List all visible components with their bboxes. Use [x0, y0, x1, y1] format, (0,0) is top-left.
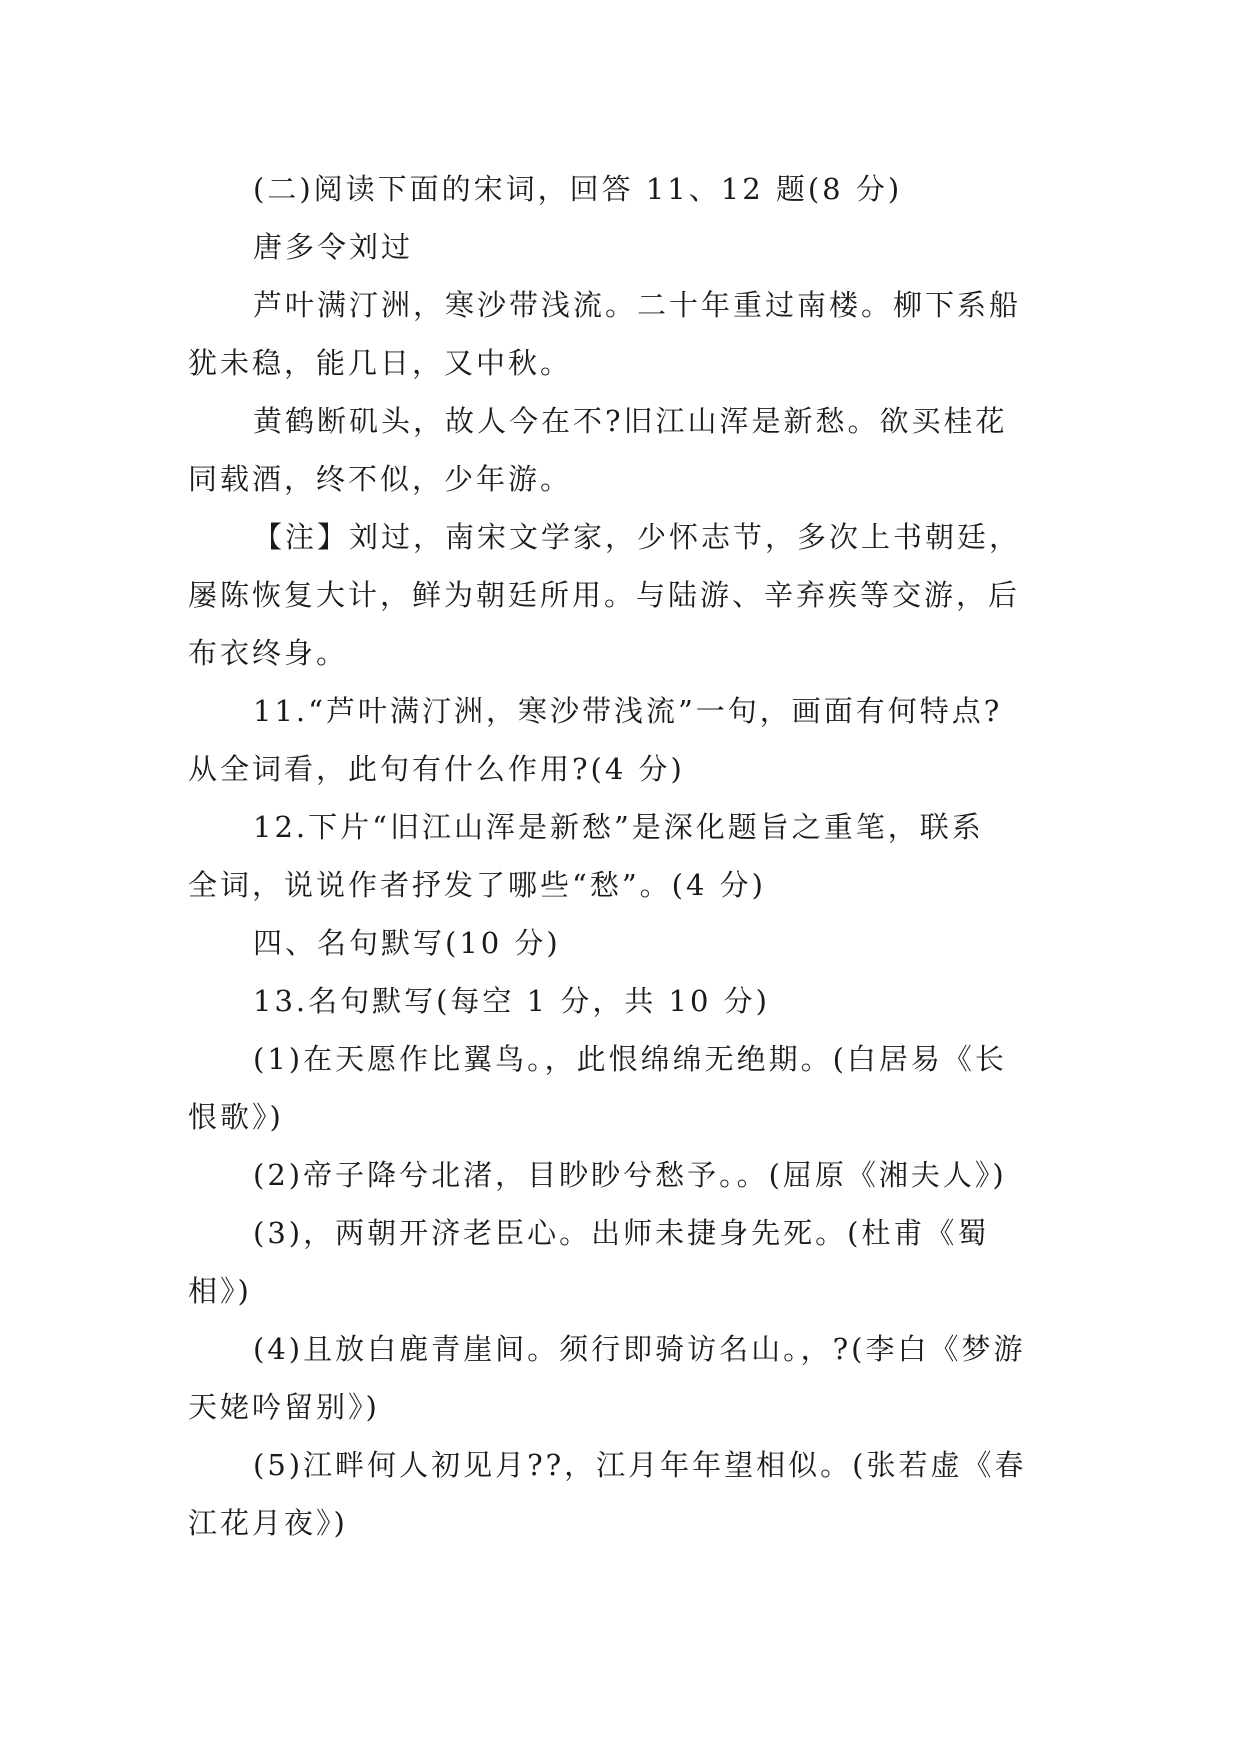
fill-in-item-5: (5)江畔何人初见月??，江月年年望相似。(张若虚《春 [253, 1448, 1027, 1482]
annotation-line: 屡陈恢复大计，鲜为朝廷所用。与陆游、辛弃疾等交游，后 [188, 578, 1021, 612]
fill-in-item-1: (1)在天愿作比翼鸟。，此恨绵绵无绝期。(白居易《长 [253, 1042, 1007, 1076]
fill-in-item-2: (2)帝子降兮北渚，目眇眇兮愁予。。(屈原《湘夫人》) [253, 1158, 1007, 1192]
section-heading-4: 四、名句默写(10 分) [253, 926, 561, 960]
fill-in-item-5-continued: 江花月夜》) [188, 1506, 348, 1540]
fill-in-item-3: (3)，两朝开济老臣心。出师未捷身先死。(杜甫《蜀 [253, 1216, 990, 1250]
document-body [188, 160, 1063, 1552]
question-11-continued: 从全词看，此句有什么作用?(4 分) [188, 752, 685, 786]
fill-in-item-1-continued: 恨歌》) [188, 1100, 284, 1134]
section-heading: (二)阅读下面的宋词，回答 11、12 题(8 分) [253, 172, 903, 206]
question-13: 13.名句默写(每空 1 分，共 10 分) [253, 984, 770, 1018]
poem-line: 芦叶满汀洲，寒沙带浅流。二十年重过南楼。柳下系船 [253, 288, 1022, 322]
question-12-continued: 全词，说说作者抒发了哪些“愁”。(4 分) [188, 868, 766, 902]
poem-line: 黄鹤断矶头，故人今在不?旧江山浑是新愁。欲买桂花 [253, 404, 1008, 438]
poem-line: 犹未稳，能几日，又中秋。 [188, 346, 573, 380]
question-11: 11.“芦叶满汀洲，寒沙带浅流”一句，画面有何特点? [253, 694, 1003, 728]
fill-in-item-3-continued: 相》) [188, 1274, 252, 1308]
question-12: 12.下片“旧江山浑是新愁”是深化题旨之重笔，联系 [253, 810, 984, 844]
annotation-line: 布衣终身。 [188, 636, 349, 670]
poem-title: 唐多令刘过 [253, 230, 414, 264]
fill-in-item-4: (4)且放白鹿青崖间。须行即骑访名山。，?(李白《梦游 [253, 1332, 1026, 1366]
annotation-line: 【注】刘过，南宋文学家，少怀志节，多次上书朝廷， [253, 520, 1022, 554]
poem-line: 同载酒，终不似，少年游。 [188, 462, 573, 496]
fill-in-item-4-continued: 天姥吟留别》) [188, 1390, 380, 1424]
